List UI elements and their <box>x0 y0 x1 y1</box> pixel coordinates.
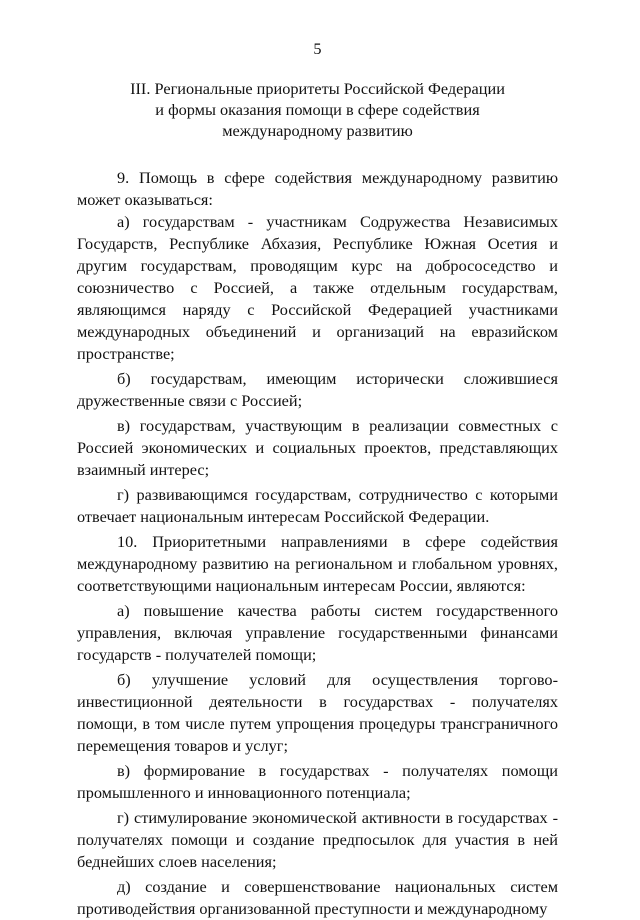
heading-line: международному развитию <box>222 121 413 140</box>
paragraph-9d: г) развивающимся государствам, сотрудничество с которыми отвечает национальным интересам Российской Федерации. <box>77 485 558 526</box>
paragraph-9: 9. Помощь в сфере содействия международному развитию может оказываться: <box>77 168 558 209</box>
paragraph-10c: в) формирование в государствах - получателях помощи промышленного и инновационного потенциала; <box>77 761 558 802</box>
paragraph-10d: г) стимулирование экономической активности в государствах - получателях помощи и создание предпосылок для участия в ней беднейших слоев населения; <box>77 808 558 871</box>
paragraph-10b: б) улучшение условий для осуществления торгово-инвестиционной деятельности в государствах - получателях помощи, в том числе путем упрощения процедуры трансграничного перемещения товаров и услуг; <box>77 670 558 755</box>
paragraph-9a: а) государствам - участникам Содружества Независимых Государств, Республике Абхазия, Республике Южная Осетия и другим государствам, проводящим курс на добрососедство и союзничество с Россией, а также отдельным государствам, являющимся наряду с Российской Федерацией участниками международных объединений и организаций на евразийском пространстве; <box>77 212 558 363</box>
document-body <box>77 167 558 920</box>
paragraph-10e: д) создание и совершенствование национальных систем противодействия организованной преступности и международному <box>77 877 558 918</box>
paragraph-9c: в) государствам, участвующим в реализации совместных с Россией экономических и социальных проектов, представляющих взаимный интерес; <box>77 416 558 479</box>
paragraph-10: 10. Приоритетными направлениями в сфере содействия международному развитию на региональном и глобальном уровнях, соответствующими национальным интересам России, являются: <box>77 532 558 595</box>
paragraph-10a: а) повышение качества работы систем государственного управления, включая управление государственными финансами государств - получателей помощи; <box>77 601 558 664</box>
page-number: 5 <box>313 39 322 58</box>
heading-line: III. Региональные приоритеты Российской Федерации <box>130 79 505 98</box>
paragraph-9b: б) государствам, имеющим исторически сложившиеся дружественные связи с Россией; <box>77 369 558 410</box>
section-heading <box>77 78 558 141</box>
heading-line: и формы оказания помощи в сфере содействия <box>155 100 480 119</box>
